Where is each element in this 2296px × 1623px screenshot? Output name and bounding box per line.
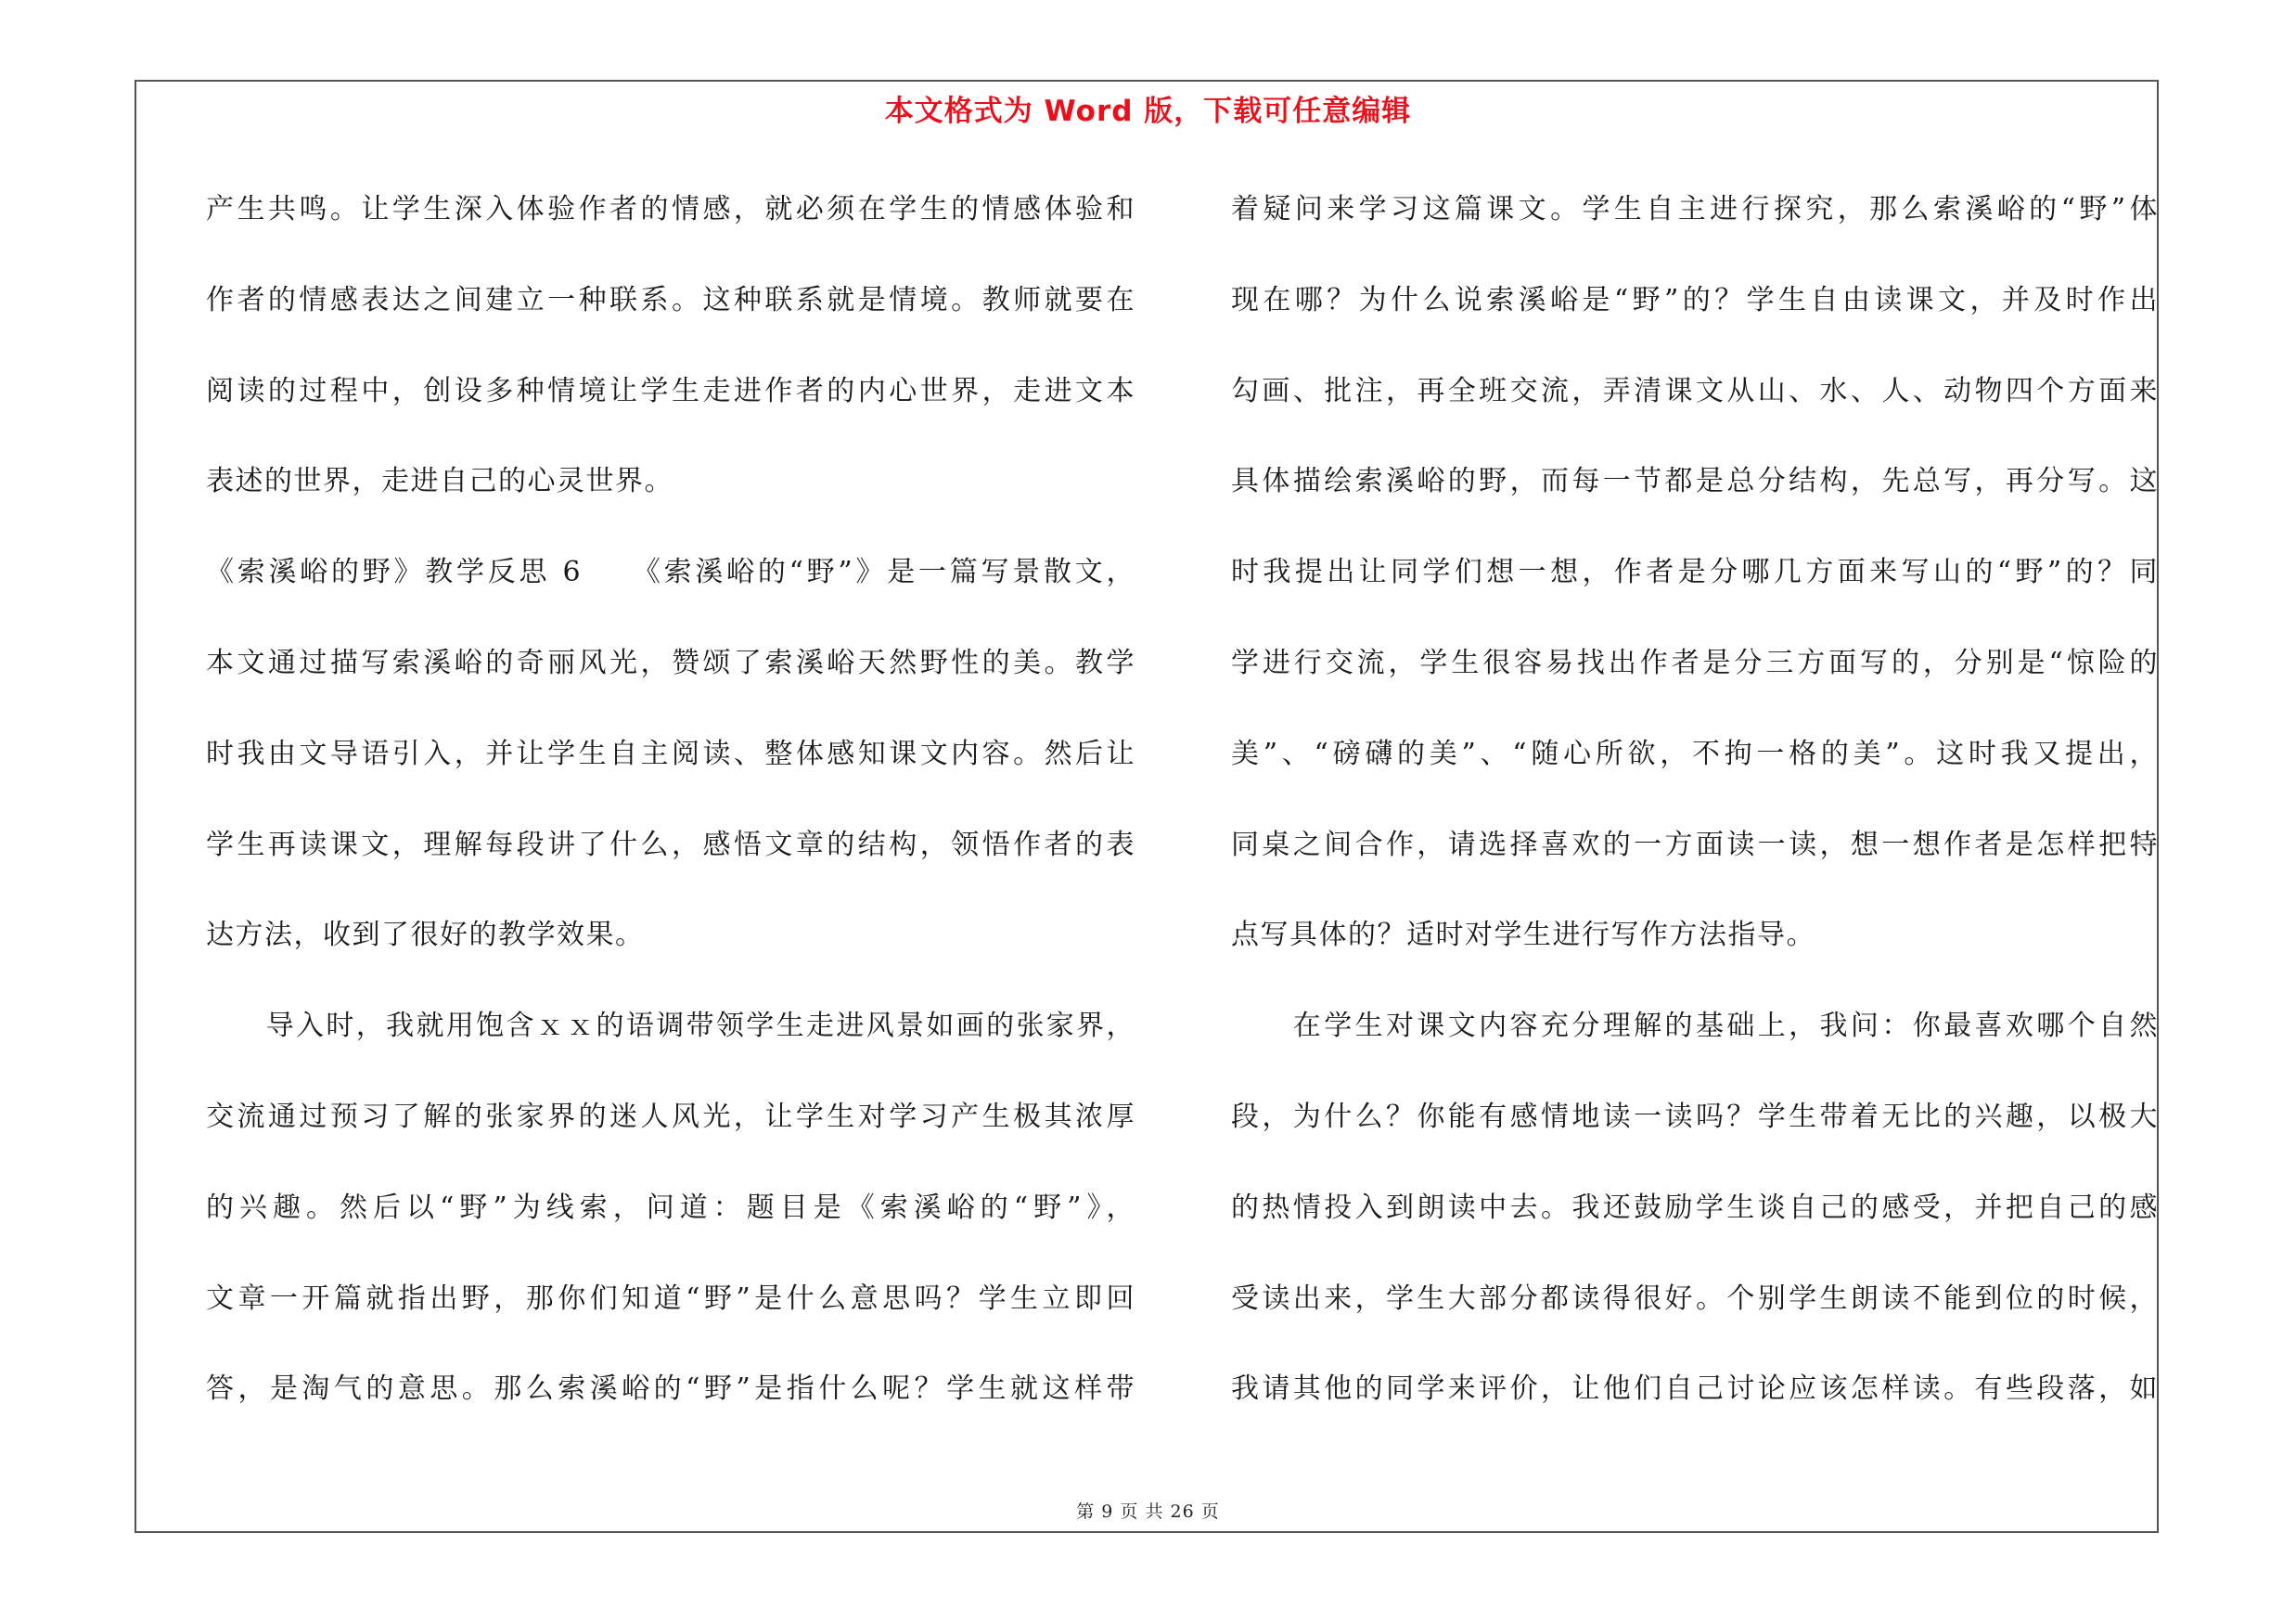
left-text-column [206, 182, 1135, 1452]
text-line: 勾画、批注，再全班交流，弄清课文从山、水、人、动物四个方面来 [1231, 374, 2159, 407]
text-line: 我请其他的同学来评价，让他们自己讨论应该怎样读。有些段落，如 [1231, 1372, 2159, 1406]
text-line: 美”、“磅礴的美”、“随心所欲，不拘一格的美”。这时我又提出， [1231, 737, 2159, 770]
text-line: 受读出来，学生大部分都读得很好。个别学生朗读不能到位的时候， [1231, 1282, 2159, 1315]
text-line: 答，是淘气的意思。那么索溪峪的“野”是指什么呢？学生就这样带 [206, 1372, 1135, 1406]
text-line: 学生再读课文，理解每段讲了什么，感悟文章的结构，领悟作者的表 [206, 828, 1135, 861]
text-line: 的热情投入到朗读中去。我还鼓励学生谈自己的感受，并把自己的感 [1231, 1191, 2159, 1224]
text-line: 段，为什么？你能有感情地读一读吗？学生带着无比的兴趣，以极大 [1231, 1100, 2159, 1133]
text-line: 达方法，收到了很好的教学效果。 [206, 919, 645, 952]
text-line: 具体描绘索溪峪的野，而每一节都是总分结构，先总写，再分写。这 [1231, 465, 2159, 498]
text-line: 在学生对课文内容充分理解的基础上，我问：你最喜欢哪个自然 [1231, 1010, 2159, 1043]
text-line: 点写具体的？适时对学生进行写作方法指导。 [1231, 919, 1815, 952]
text-line: 的兴趣。然后以“野”为线索，问道：题目是《索溪峪的“野”》， [206, 1191, 1135, 1224]
text-line: 时我由文导语引入，并让学生自主阅读、整体感知课文内容。然后让 [206, 737, 1135, 770]
text-line: 现在哪？为什么说索溪峪是“野”的？学生自由读课文，并及时作出 [1231, 283, 2159, 316]
word-format-banner: 本文格式为 Word 版，下载可任意编辑 [884, 95, 1412, 128]
right-text-column [1231, 182, 2159, 1452]
text-line: 同桌之间合作，请选择喜欢的一方面读一读，想一想作者是怎样把特 [1231, 828, 2159, 861]
text-line: 阅读的过程中，创设多种情境让学生走进作者的内心世界，走进文本 [206, 374, 1135, 407]
text-line: 《索溪峪的野》教学反思 6 《索溪峪的“野”》是一篇写景散文， [206, 556, 1135, 589]
text-line: 作者的情感表达之间建立一种联系。这种联系就是情境。教师就要在 [206, 283, 1135, 316]
text-line: 着疑问来学习这篇课文。学生自主进行探究，那么索溪峪的“野”体 [1231, 193, 2159, 225]
text-line: 学进行交流，学生很容易找出作者是分三方面写的，分别是“惊险的 [1231, 646, 2159, 679]
text-line: 本文通过描写索溪峪的奇丽风光，赞颂了索溪峪天然野性的美。教学 [206, 646, 1135, 679]
text-line: 导入时，我就用饱含ｘｘ的语调带领学生走进风景如画的张家界， [206, 1010, 1135, 1043]
text-line: 时我提出让同学们想一想，作者是分哪几方面来写山的“野”的？同 [1231, 556, 2159, 589]
page-number-footer: 第 9 页 共 26 页 [1076, 1501, 1220, 1522]
text-line: 产生共鸣。让学生深入体验作者的情感，就必须在学生的情感体验和 [206, 193, 1135, 225]
text-line: 表述的世界，走进自己的心灵世界。 [206, 465, 673, 498]
text-line: 交流通过预习了解的张家界的迷人风光，让学生对学习产生极其浓厚 [206, 1100, 1135, 1133]
text-line: 文章一开篇就指出野，那你们知道“野”是什么意思吗？学生立即回 [206, 1282, 1135, 1315]
